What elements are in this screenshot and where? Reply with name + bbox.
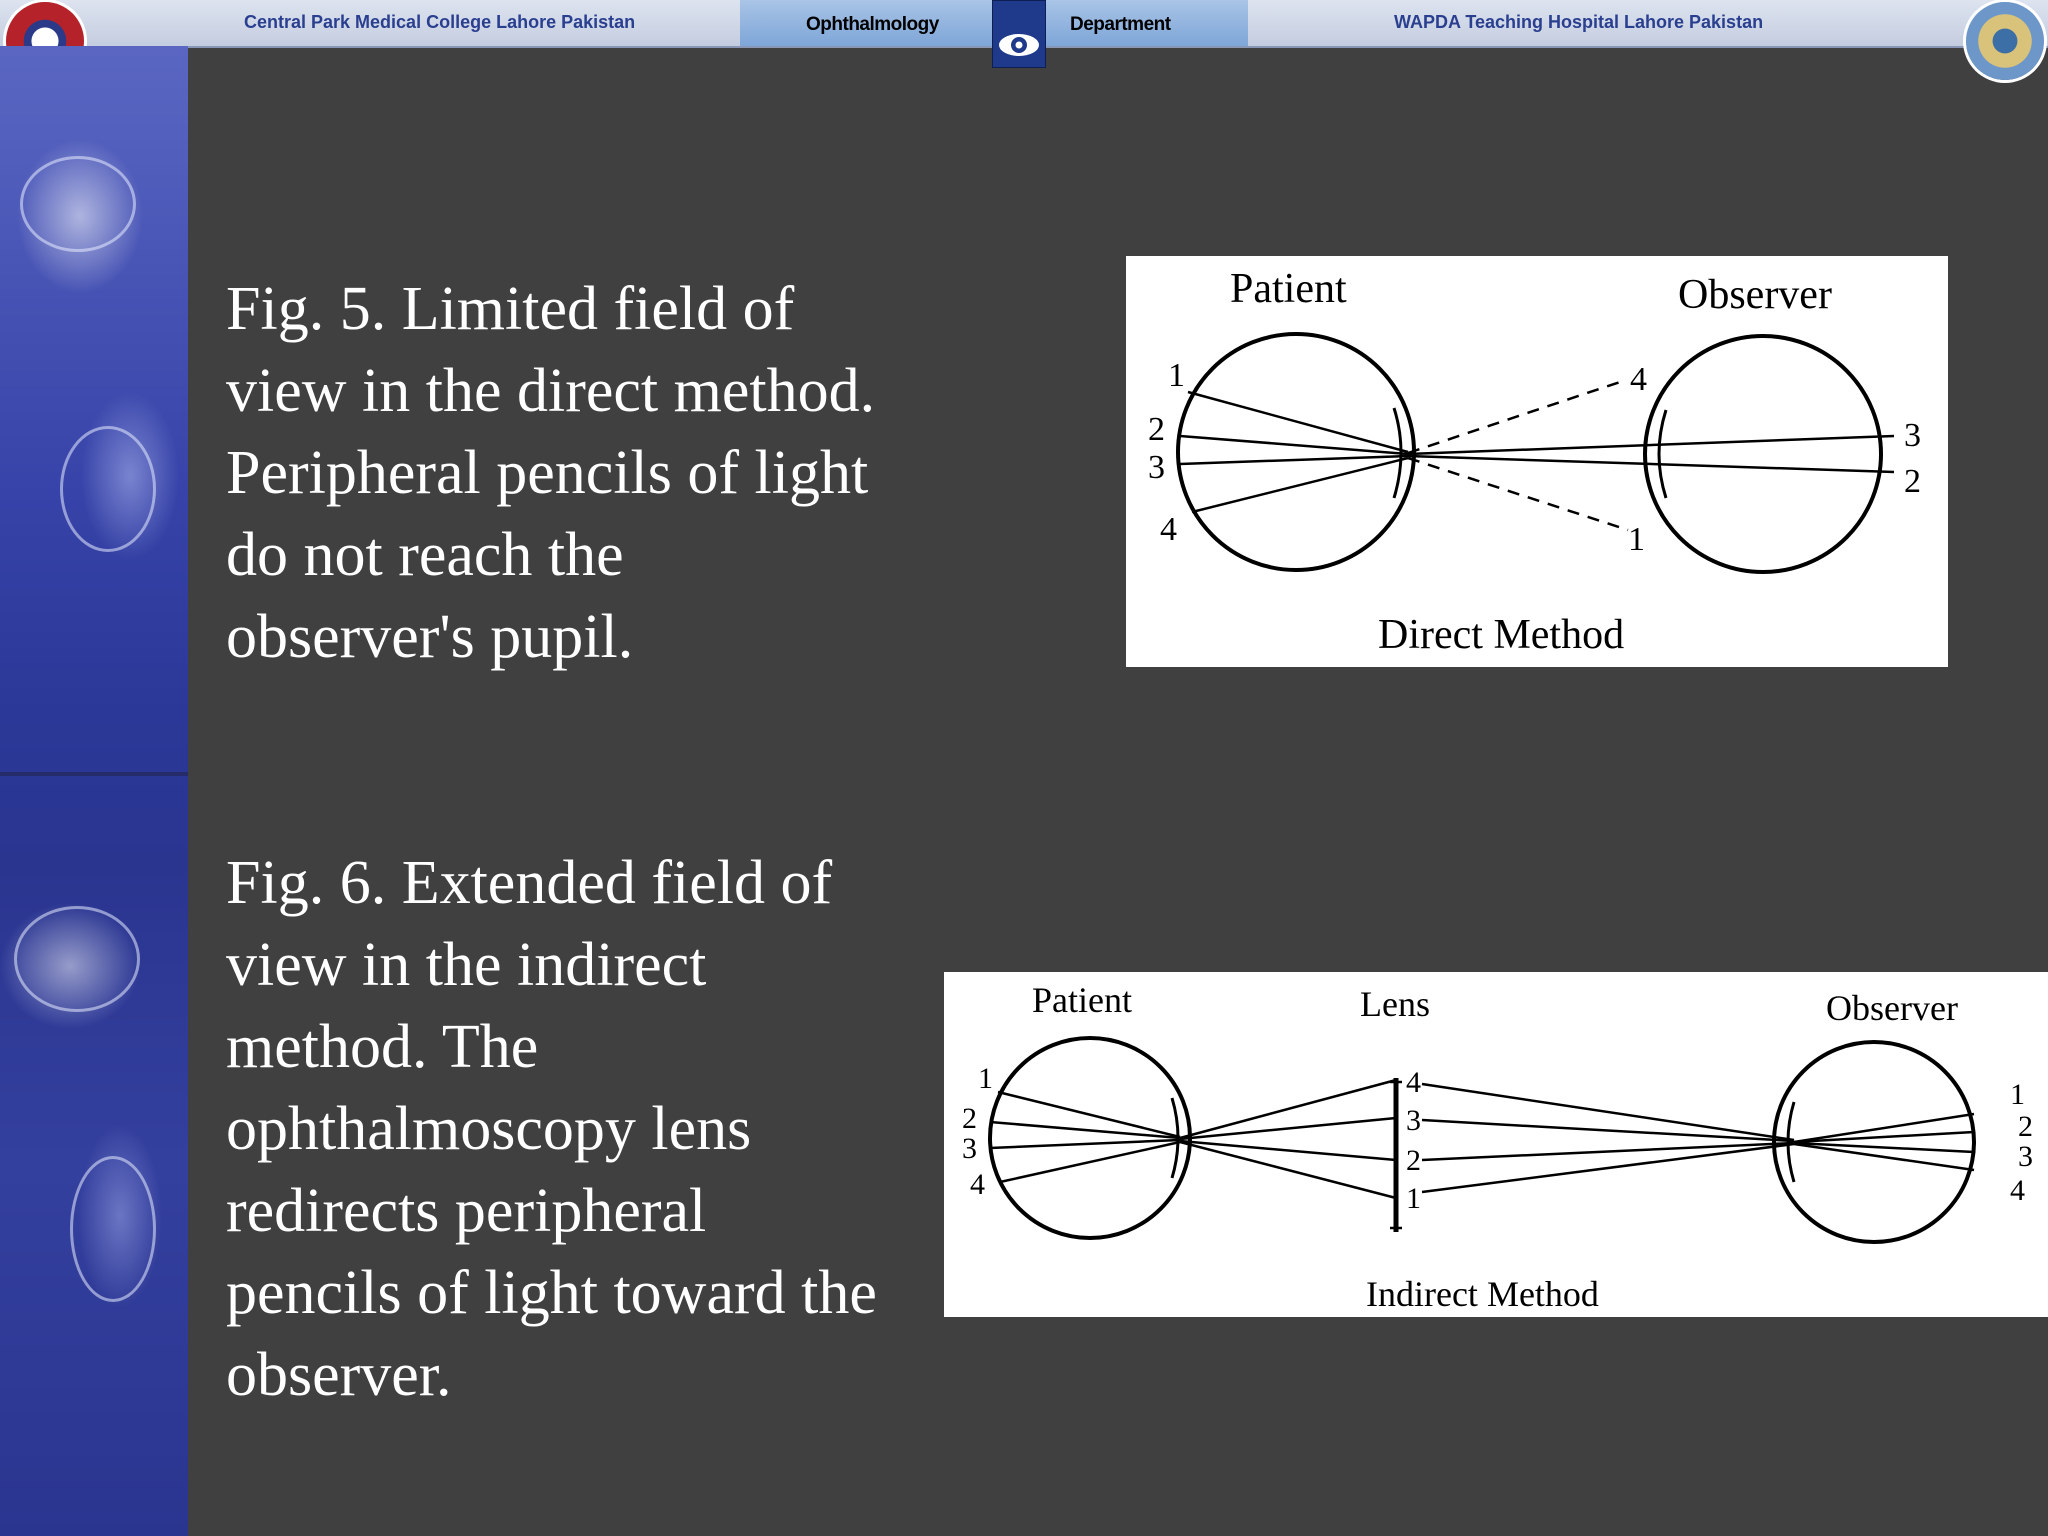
ray-2 [1180, 436, 1408, 454]
eye-icon [993, 1, 1045, 67]
decorative-side-strip [0, 46, 188, 1536]
side-divider [0, 772, 188, 776]
ray-4 [1192, 458, 1408, 512]
patient-number-4: 4 [970, 1168, 985, 1201]
direct-method-diagram [1126, 256, 1948, 667]
eye-decoration-icon [20, 156, 136, 252]
ray-to-observer-upper [1408, 436, 1894, 454]
observer-cornea [1659, 410, 1666, 498]
observer-number-3: 3 [1904, 417, 1921, 454]
lens-label: Lens [1360, 984, 1430, 1024]
fig5-caption: Fig. 5. Limited field of view in the direct method. Peripheral pencils of light do not reach the observer's pupil. [226, 275, 876, 671]
observer-number-2: 2 [1904, 463, 1921, 500]
observer-number-4: 4 [2010, 1174, 2025, 1207]
lens-number-3: 3 [1406, 1104, 1421, 1137]
college-name: Central Park Medical College Lahore Pakistan [244, 12, 636, 32]
observer-number-1: 1 [2010, 1078, 2025, 1111]
ray-3 [990, 1140, 1180, 1148]
indirect-method-title: Indirect Method [1366, 1274, 1599, 1314]
patient-number-1: 1 [1168, 357, 1185, 394]
lens-number-4: 4 [1406, 1066, 1421, 1099]
ray-3 [1180, 456, 1408, 464]
patient-number-2: 2 [962, 1102, 977, 1135]
patient-eye [990, 1038, 1190, 1238]
direct-method-svg [1126, 256, 1948, 667]
indirect-method-svg [944, 972, 2048, 1317]
dashed-ray-1 [1408, 458, 1628, 530]
dashed-ray-4 [1408, 380, 1626, 453]
patient-label: Patient [1032, 980, 1132, 1020]
lens-number-2: 2 [1406, 1144, 1421, 1177]
department-name-right: Department [1070, 14, 1171, 35]
patient-number-3: 3 [1148, 449, 1165, 486]
header-banner [0, 0, 2048, 48]
department-banner [740, 0, 1248, 46]
eye-decoration-icon [14, 906, 140, 1012]
lens-number-1: 1 [1406, 1182, 1421, 1215]
observer-number-2: 2 [2018, 1110, 2033, 1143]
patient-number-4: 4 [1160, 511, 1177, 548]
patient-number-1: 1 [978, 1062, 993, 1095]
observer-number-3: 3 [2018, 1140, 2033, 1173]
indirect-method-diagram [944, 972, 2048, 1317]
observer-label: Observer [1826, 988, 1958, 1028]
direct-method-title: Direct Method [1378, 612, 1625, 658]
ray-4 [1000, 1142, 1180, 1182]
observer-eye [1645, 336, 1881, 572]
department-name-left: Ophthalmology [806, 14, 939, 35]
dashed-number-4: 4 [1630, 361, 1647, 398]
instrument-decoration-icon [70, 1156, 156, 1302]
lens-decoration-icon [60, 426, 156, 552]
patient-number-2: 2 [1148, 411, 1165, 448]
hospital-logo-icon [1966, 2, 2044, 80]
eye-logo-block [992, 0, 1046, 68]
dashed-number-1: 1 [1628, 521, 1645, 558]
ray-1 [1188, 392, 1408, 452]
fig6-caption: Fig. 6. Extended field of view in the indirect method. The ophthalmoscopy lens redirects peripheral pencils of light toward the observer. [226, 849, 877, 1409]
patient-number-3: 3 [962, 1132, 977, 1165]
hospital-name: WAPDA Teaching Hospital Lahore Pakistan [1394, 12, 1764, 32]
observer-label: Observer [1678, 272, 1832, 318]
patient-label: Patient [1230, 266, 1347, 312]
ray-to-observer-lower [1408, 456, 1894, 472]
